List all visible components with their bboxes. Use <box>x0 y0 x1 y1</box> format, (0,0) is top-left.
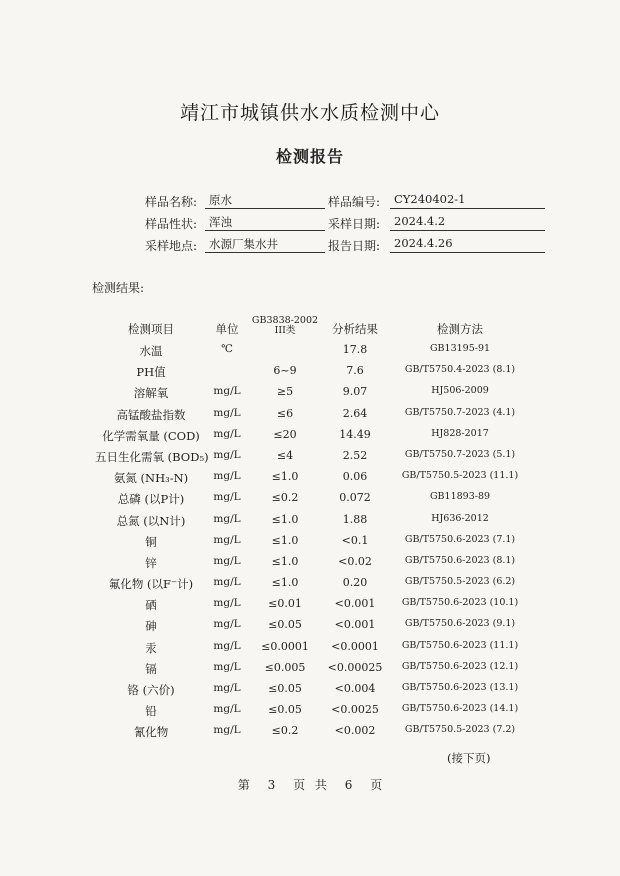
row-result: <0.00025 <box>327 660 383 674</box>
row-standard: ≤1.0 <box>271 512 299 526</box>
row-item: 汞 <box>145 640 157 655</box>
report-date-label: 报告日期: <box>328 239 381 253</box>
sampling-site-label: 采样地点: <box>145 239 198 253</box>
row-unit: mg/L <box>213 597 241 610</box>
row-standard: ≤0.2 <box>271 724 299 738</box>
row-item: 砷 <box>145 619 157 634</box>
row-unit: mg/L <box>213 703 241 716</box>
row-item: 氟化物 (以F⁻计) <box>108 577 194 592</box>
row-item: 溶解氧 <box>133 386 169 401</box>
row-method: GB/T5750.6-2023 (12.1) <box>401 660 519 672</box>
row-result: <0.1 <box>341 533 369 547</box>
table-row <box>95 679 535 700</box>
row-item: 铬 (六价) <box>127 683 175 697</box>
underline <box>390 252 545 253</box>
report-title: 靖江市城镇供水水质检测中心 <box>179 102 440 124</box>
table-row <box>95 552 535 573</box>
row-result: 2.52 <box>342 448 368 462</box>
header-standard-line2: III类 <box>274 325 296 336</box>
row-result: <0.02 <box>338 554 372 568</box>
row-result: 7.6 <box>346 364 364 378</box>
table-row <box>95 446 535 467</box>
row-item: 锌 <box>145 555 157 570</box>
row-result: 2.64 <box>342 406 368 420</box>
row-standard: ≤1.0 <box>271 533 299 547</box>
row-item: 总氮 (以N计) <box>116 513 186 528</box>
table-row <box>95 510 535 531</box>
row-method: GB/T5750.5-2023 (11.1) <box>401 470 519 482</box>
underline <box>205 252 325 253</box>
row-unit: mg/L <box>213 618 241 631</box>
sample-state-value: 浑浊 <box>209 215 232 229</box>
table-row <box>95 467 535 488</box>
row-unit: mg/L <box>213 660 241 673</box>
row-item: 铜 <box>145 534 157 549</box>
row-result: 17.8 <box>342 343 368 356</box>
row-method: GB/T5750.6-2023 (8.1) <box>404 554 516 566</box>
row-unit: ℃ <box>221 343 233 355</box>
header-result: 分析结果 <box>332 322 378 336</box>
row-result: 9.07 <box>342 385 368 399</box>
row-method: GB/T5750.6-2023 (9.1) <box>404 618 516 630</box>
row-unit: mg/L <box>213 554 241 567</box>
row-unit: mg/L <box>213 491 241 504</box>
row-unit: mg/L <box>213 682 241 694</box>
row-method: GB/T5750.6-2023 (14.1) <box>401 703 519 715</box>
row-method: GB/T5750.6-2023 (10.1) <box>401 597 519 609</box>
row-result: 0.072 <box>339 491 371 505</box>
row-item: 氰化物 <box>133 725 169 740</box>
table-row <box>95 361 535 382</box>
row-standard: ≤1.0 <box>271 576 299 590</box>
row-method: HJ636-2012 <box>431 512 489 524</box>
row-item: 硒 <box>145 598 157 613</box>
row-unit: mg/L <box>213 427 241 440</box>
row-unit: mg/L <box>213 470 241 483</box>
table-row <box>95 573 535 594</box>
header-item: 检测项目 <box>128 322 174 336</box>
page-total: 6 <box>344 778 353 792</box>
row-standard: ≥5 <box>276 385 294 399</box>
row-unit: mg/L <box>213 448 241 461</box>
row-standard: 6~9 <box>273 364 297 378</box>
table-row <box>95 488 535 509</box>
row-method: HJ506-2009 <box>431 385 489 397</box>
table-row <box>95 721 535 742</box>
sampling-date-value: 2024.4.2 <box>394 214 446 228</box>
row-method: GB/T5750.6-2023 (11.1) <box>401 639 519 651</box>
row-result: <0.0001 <box>331 639 379 653</box>
sample-name-label: 样品名称: <box>145 195 198 209</box>
row-result: <0.002 <box>334 724 376 738</box>
row-result: <0.0025 <box>331 703 379 717</box>
row-standard: ≤0.0001 <box>261 639 309 653</box>
row-item: 铅 <box>145 704 157 719</box>
underline <box>205 208 325 209</box>
sample-state-label: 样品性状: <box>145 217 198 231</box>
row-method: GB/T5750.6-2023 (7.1) <box>404 533 516 545</box>
row-standard: ≤0.05 <box>268 682 302 695</box>
row-standard: ≤0.005 <box>264 660 306 674</box>
row-standard: ≤0.2 <box>271 491 299 505</box>
header-method: 检测方法 <box>437 322 483 336</box>
row-result: 1.88 <box>342 512 368 526</box>
table-row <box>95 637 535 658</box>
row-method: GB/T5750.6-2023 (13.1) <box>401 682 519 693</box>
table-row <box>95 382 535 403</box>
sample-no-value: CY240402-1 <box>394 192 466 206</box>
row-unit: mg/L <box>213 406 241 419</box>
sample-name-value: 原水 <box>209 193 232 207</box>
row-method: GB/T5750.5-2023 (7.2) <box>404 724 516 736</box>
report-date-value: 2024.4.26 <box>394 236 453 250</box>
underline <box>390 230 545 231</box>
sampling-site-value: 水源厂集水井 <box>209 237 278 251</box>
table-row <box>95 700 535 721</box>
table-body <box>95 340 535 743</box>
header-standard-line1: GB3838-2002 <box>251 315 319 326</box>
underline <box>390 208 545 209</box>
row-result: <0.001 <box>334 597 376 611</box>
row-unit: mg/L <box>213 639 241 652</box>
header-unit: 单位 <box>215 322 239 336</box>
row-item: 水温 <box>139 344 163 358</box>
row-unit: mg/L <box>213 724 241 737</box>
table-row <box>95 340 535 361</box>
table-row <box>95 425 535 446</box>
page-mid: 页 共 <box>293 778 327 792</box>
row-method: GB11893-89 <box>429 491 491 503</box>
info-row-3 <box>0 237 620 255</box>
row-standard: ≤1.0 <box>271 554 299 568</box>
table-row <box>95 404 535 425</box>
row-method: GB/T5750.7-2023 (5.1) <box>404 448 516 460</box>
table-row <box>95 594 535 615</box>
row-standard: ≤1.0 <box>271 470 299 484</box>
row-unit: mg/L <box>213 533 241 546</box>
report-subtitle: 检测报告 <box>275 147 344 166</box>
row-method: GB/T5750.5-2023 (6.2) <box>404 576 516 588</box>
row-standard: ≤4 <box>276 448 294 462</box>
row-unit: mg/L <box>213 385 241 398</box>
info-row-2 <box>0 215 620 233</box>
row-unit: mg/L <box>213 512 241 525</box>
row-result: <0.001 <box>334 618 376 632</box>
row-item: 氨氮 (NH₃-N) <box>113 471 189 486</box>
row-unit: mg/L <box>213 576 241 589</box>
sample-no-label: 样品编号: <box>328 195 381 209</box>
row-standard: ≤0.05 <box>268 703 302 717</box>
row-item: 镉 <box>145 661 157 676</box>
page-suffix: 页 <box>370 778 383 792</box>
row-item: 总磷 (以P计) <box>117 492 185 507</box>
info-row-1 <box>0 193 620 211</box>
table-row <box>95 531 535 552</box>
page-prefix: 第 <box>237 778 250 792</box>
row-item: 化学需氧量 (COD) <box>102 428 200 443</box>
row-standard: ≤0.05 <box>268 618 302 632</box>
table-row <box>95 658 535 679</box>
row-item: 高锰酸盐指数 <box>116 407 186 422</box>
table-row <box>95 615 535 636</box>
row-standard: ≤20 <box>273 427 297 441</box>
continued-note: (接下页) <box>447 751 491 765</box>
page-footer <box>0 776 620 793</box>
row-result: 0.20 <box>342 576 368 590</box>
row-result: <0.004 <box>334 682 376 695</box>
row-result: 14.49 <box>339 427 371 441</box>
row-method: GB/T5750.4-2023 (8.1) <box>404 364 516 376</box>
header-standard <box>250 316 320 336</box>
row-standard: ≤0.01 <box>268 597 302 611</box>
row-method: GB/T5750.7-2023 (4.1) <box>404 406 516 418</box>
row-method: HJ828-2017 <box>431 427 489 439</box>
row-result: 0.06 <box>342 470 368 484</box>
row-standard: ≤6 <box>276 406 294 420</box>
row-item: 五日生化需氧 (BOD₅) <box>95 449 209 464</box>
row-method: GB13195-91 <box>429 343 491 354</box>
row-item: PH值 <box>136 365 166 380</box>
page-current: 3 <box>267 778 276 792</box>
underline <box>205 230 325 231</box>
sampling-date-label: 采样日期: <box>328 217 381 231</box>
results-label: 检测结果: <box>92 281 145 295</box>
